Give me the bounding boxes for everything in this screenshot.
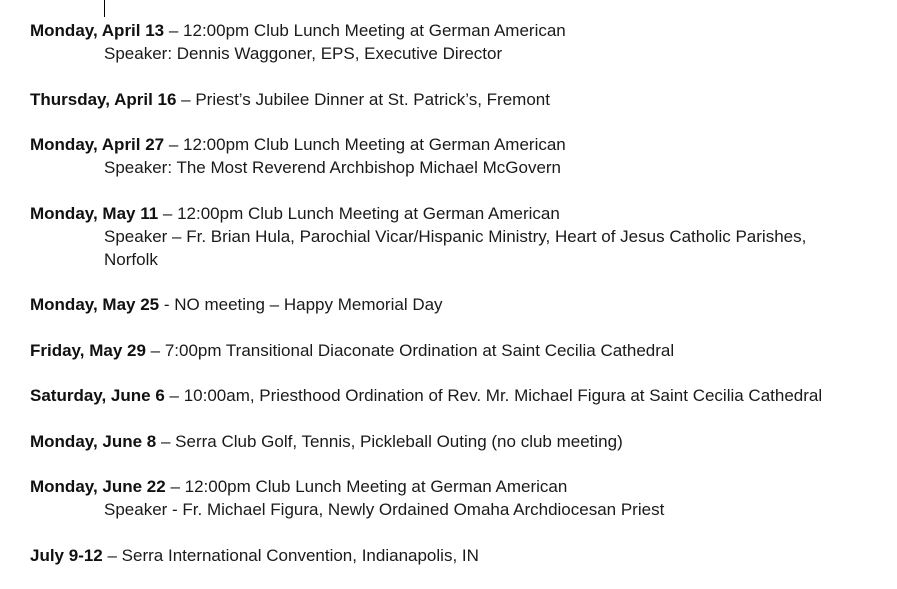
event-description: 12:00pm Club Lunch Meeting at German American xyxy=(177,203,560,223)
event-separator: – xyxy=(156,431,176,451)
event-description: Priest’s Jubilee Dinner at St. Patrick’s, Fremont xyxy=(195,89,550,109)
event-line xyxy=(30,293,890,316)
event-separator: – xyxy=(165,477,185,496)
event-description: 7:00pm Transitional Diaconate Ordination at Saint Cecilia Cathedral xyxy=(164,340,675,360)
event-line xyxy=(30,544,890,567)
event-speaker: Speaker – Fr. Brian Hula, Parochial Vicar/Hispanic Ministry, Heart of Jesus Catholic Parishes, xyxy=(104,226,807,246)
event-description: 12:00pm Club Lunch Meeting at German American xyxy=(183,135,566,154)
event-speaker-continued: Norfolk xyxy=(104,249,158,269)
event-date: Monday, June 8 xyxy=(30,431,157,451)
event-item xyxy=(30,430,890,453)
event-date: Friday, May 29 xyxy=(30,340,146,360)
event-separator: – xyxy=(164,386,184,405)
event-description: Serra International Convention, Indianapolis, IN xyxy=(121,545,479,565)
event-date: Saturday, June 6 xyxy=(30,386,165,405)
event-date: July 9-12 xyxy=(30,545,103,565)
event-description: 12:00pm Club Lunch Meeting at German American xyxy=(183,21,566,40)
event-line xyxy=(30,19,890,42)
event-description: NO meeting – Happy Memorial Day xyxy=(174,295,443,314)
event-separator: – xyxy=(145,340,165,360)
event-line xyxy=(30,202,890,225)
event-date: Monday, May 11 xyxy=(30,203,159,223)
event-separator: – xyxy=(176,89,196,109)
text-cursor xyxy=(104,0,105,17)
event-separator: – xyxy=(164,21,184,40)
event-separator: – xyxy=(164,135,184,154)
event-date: Monday, June 22 xyxy=(30,477,166,496)
event-date: Monday, May 25 xyxy=(30,295,160,314)
event-item xyxy=(30,19,890,65)
event-separator: – xyxy=(158,203,178,223)
event-item xyxy=(30,202,890,271)
event-description: 12:00pm Club Lunch Meeting at German American xyxy=(184,477,568,496)
event-description: Serra Club Golf, Tennis, Pickleball Outing (no club meeting) xyxy=(175,431,623,451)
events-list xyxy=(30,19,890,589)
event-item xyxy=(30,88,890,111)
event-line xyxy=(30,430,890,453)
event-separator: – xyxy=(102,545,122,565)
event-line xyxy=(30,339,890,362)
event-line xyxy=(30,384,890,407)
event-item xyxy=(30,544,890,567)
event-line xyxy=(30,475,890,498)
event-speaker: Speaker - Fr. Michael Figura, Newly Ordained Omaha Archdiocesan Priest xyxy=(104,500,665,519)
event-item xyxy=(30,384,890,407)
event-speaker: Speaker: The Most Reverend Archbishop Michael McGovern xyxy=(104,158,562,177)
event-item xyxy=(30,475,890,521)
event-date: Monday, April 13 xyxy=(30,21,165,40)
event-date: Monday, April 27 xyxy=(30,135,165,154)
event-item xyxy=(30,133,890,179)
event-line xyxy=(30,88,890,111)
event-item xyxy=(30,293,890,316)
event-item xyxy=(30,339,890,362)
event-date: Thursday, April 16 xyxy=(30,89,177,109)
event-line xyxy=(30,133,890,156)
event-description: 10:00am, Priesthood Ordination of Rev. Mr. Michael Figura at Saint Cecilia Cathedral xyxy=(183,386,823,405)
event-speaker: Speaker: Dennis Waggoner, EPS, Executive Director xyxy=(104,44,503,63)
event-separator: - xyxy=(159,295,175,314)
